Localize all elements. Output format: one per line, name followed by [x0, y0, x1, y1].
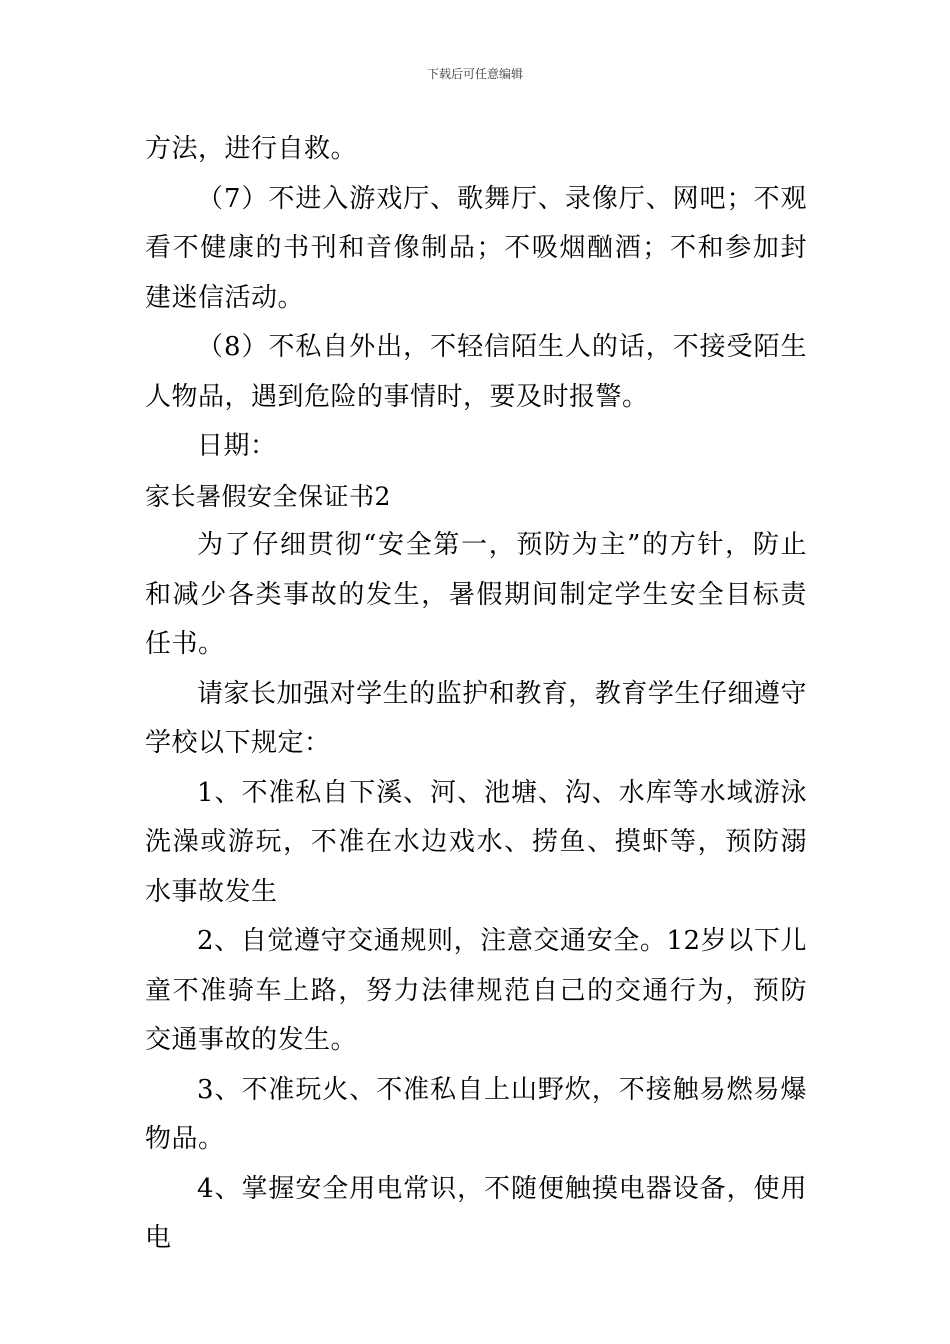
section-heading: 家长暑假安全保证书2	[145, 481, 391, 511]
paragraph-2: （7）不进入游戏厅、歌舞厅、录像厅、网吧；不观看不健康的书刊和音像制品；不吸烟酗酒；不和参加封建迷信活动。	[145, 183, 807, 313]
page-header: 下载后可任意编辑	[426, 67, 523, 81]
rule-item-2: 2、自觉遵守交通规则，注意交通安全。12岁以下儿童不准骑车上路，努力法律规范自己的交通行为，预防交通事故的发生。	[145, 926, 807, 1055]
rule-item-4: 4、掌握安全用电常识，不随便触摸电器设备，使用电	[145, 1173, 807, 1253]
paragraph-4: 为了仔细贯彻“安全第一，预防为主”的方针，防止和减少各类事故的发生，暑假期间制定学生安全目标责任书。	[145, 530, 807, 659]
date-line: 日期：	[197, 431, 277, 461]
document-body	[145, 125, 807, 1264]
rule-item-3: 3、不准玩火、不准私自上山野炊，不接触易燃易爆物品。	[145, 1074, 807, 1154]
paragraph-5: 请家长加强对学生的监护和教育，教育学生仔细遵守学校以下规定：	[145, 678, 807, 758]
paragraph-1: 方法，进行自救。	[145, 134, 358, 164]
paragraph-3: （8）不私自外出，不轻信陌生人的话，不接受陌生人物品，遇到危险的事情时，要及时报警。	[145, 332, 807, 412]
rule-item-1: 1、不准私自下溪、河、池塘、沟、水库等水域游泳洗澡或游玩，不准在水边戏水、捞鱼、摸虾等，预防溺水事故发生	[145, 777, 807, 907]
